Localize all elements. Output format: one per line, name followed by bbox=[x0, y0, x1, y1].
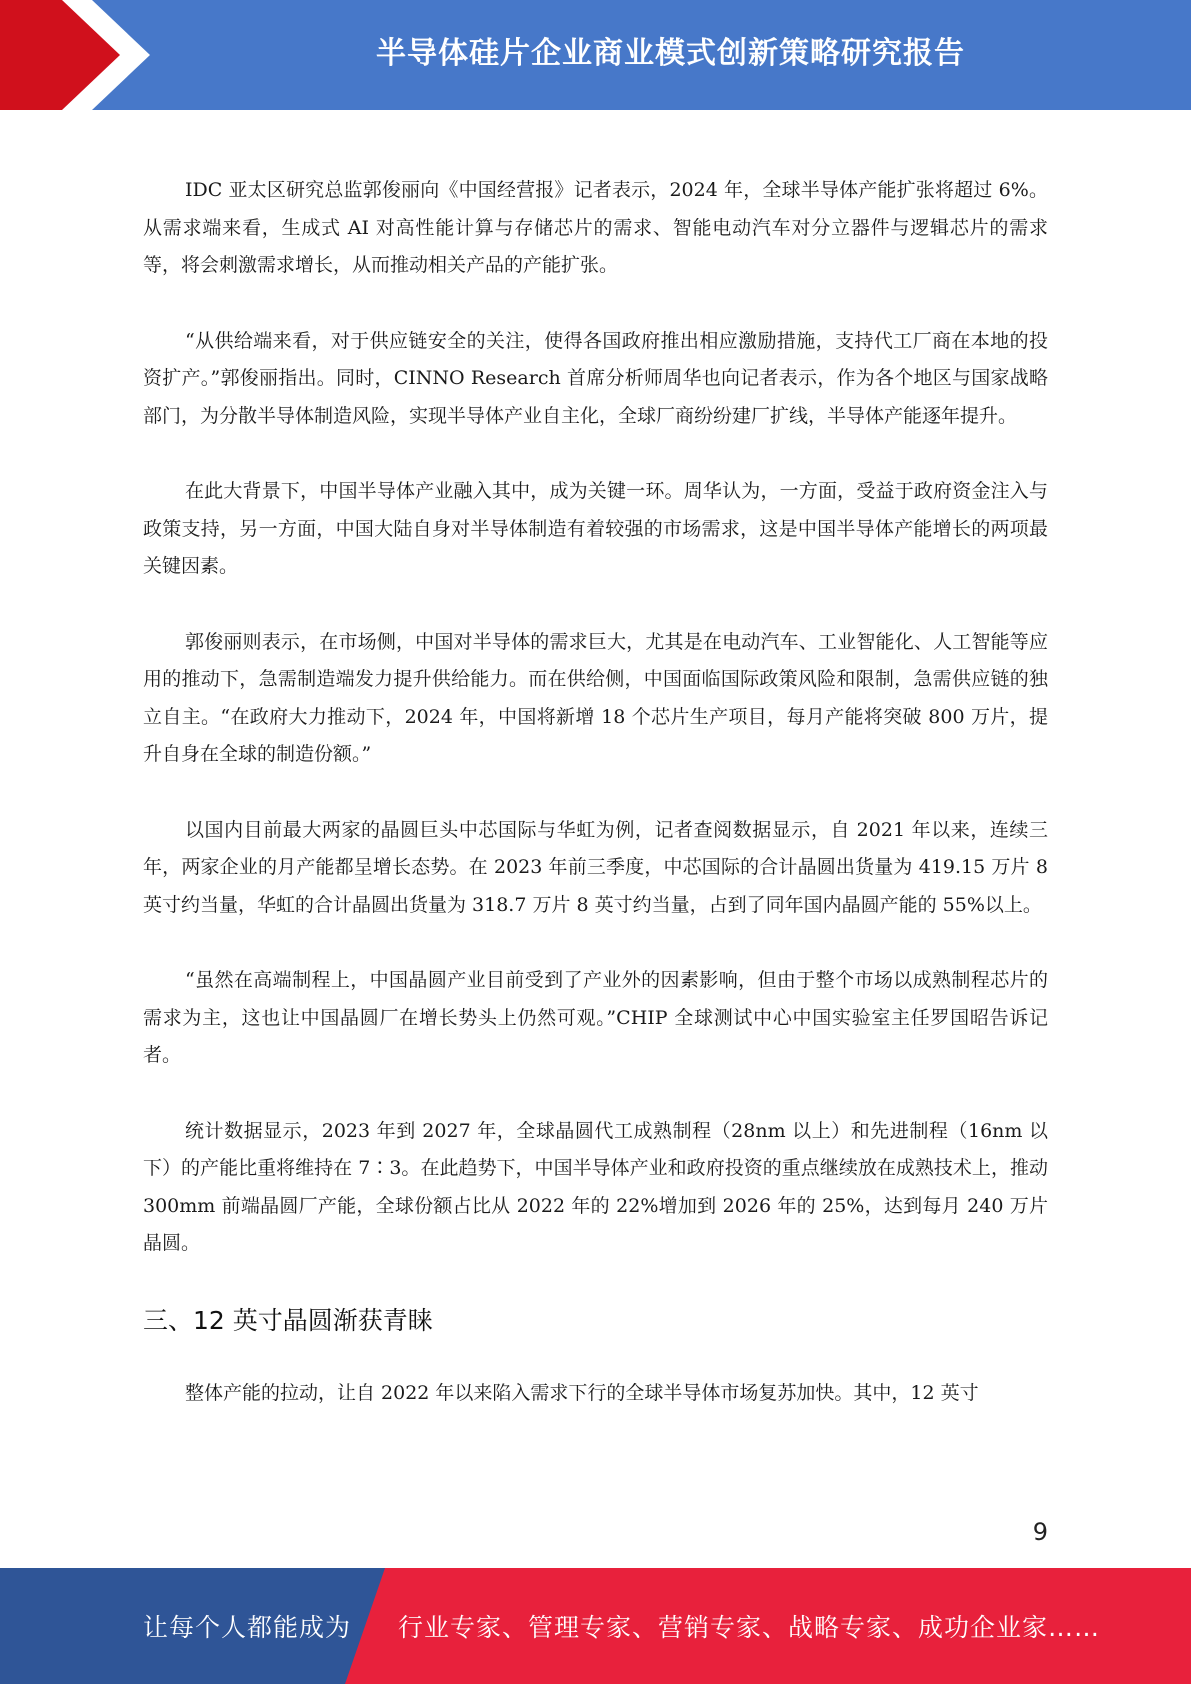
page-number: 9 bbox=[1032, 1518, 1048, 1546]
body-paragraph-4: 郭俊丽则表示，在市场侧，中国对半导体的需求巨大，尤其是在电动汽车、工业智能化、人工智能等应用的推动下，急需制造端发力提升供给能力。而在供给侧，中国面临国际政策风险和限制，急需供应链的独立自主。“在政府大力推动下，2024 年，中国将新增 18 个芯片生产项目，每月产能将突破 800 万片，提升自身在全球的制造份额。” bbox=[143, 630, 1048, 765]
body-paragraph-2: “从供给端来看，对于供应链安全的关注，使得各国政府推出相应激励措施，支持代工厂商在本地的投资扩产。”郭俊丽指出。同时，CINNO Research 首席分析师周华也向记者表示，作为各个地区与国家战略部门，为分散半导体制造风险，实现半导体产业自主化，全球厂商纷纷建厂扩线，半导体产能逐年提升。 bbox=[143, 329, 1048, 427]
footer-slogan-left: 让每个人都能成为 bbox=[143, 1613, 352, 1642]
body-paragraph-5: 以国内目前最大两家的晶圆巨头中芯国际与华虹为例，记者查阅数据显示，自 2021 年以来，连续三年，两家企业的月产能都呈增长态势。在 2023 年前三季度，中芯国际的合计晶圆出货量为 419.15 万片 8 英寸约当量，华虹的合计晶圆出货量为 318.7 万片 8 英寸约当量，占到了同年国内晶圆产能的 55%以上。 bbox=[143, 818, 1048, 916]
section-first-paragraph: 整体产能的拉动，让自 2022 年以来陷入需求下行的全球半导体市场复苏加快。其中，12 英寸 bbox=[185, 1381, 979, 1404]
body-paragraph-7: 统计数据显示，2023 年到 2027 年，全球晶圆代工成熟制程（28nm 以上）和先进制程（16nm 以下）的产能比重将维持在 7∶3。在此趋势下，中国半导体产业和政府投资的重点继续放在成熟技术上，推动 300mm 前端晶圆厂产能，全球份额占比从 2022 年的 22%增加到 2026 年的 25%，达到每月 240 万片晶圆。 bbox=[143, 1119, 1048, 1254]
header-chevron-decoration bbox=[0, 0, 160, 110]
footer-slogan-right: 行业专家、管理专家、营销专家、战略专家、成功企业家…… bbox=[398, 1613, 1101, 1642]
section-heading: 三、12 英寸晶圆渐获青睐 bbox=[143, 1305, 433, 1335]
report-title: 半导体硅片企业商业模式创新策略研究报告 bbox=[376, 36, 965, 71]
page-footer bbox=[0, 1568, 1191, 1684]
body-paragraph-1: IDC 亚太区研究总监郭俊丽向《中国经营报》记者表示，2024 年，全球半导体产能扩张将超过 6%。从需求端来看，生成式 AI 对高性能计算与存储芯片的需求、智能电动汽车对分立器件与逻辑芯片的需求等，将会刺激需求增长，从而推动相关产品的产能扩张。 bbox=[143, 179, 1048, 276]
body-paragraph-6: “虽然在高端制程上，中国晶圆产业目前受到了产业外的因素影响，但由于整个市场以成熟制程芯片的需求为主，这也让中国晶圆厂在增长势头上仍然可观。”CHIP 全球测试中心中国实验室主任罗国昭告诉记者。 bbox=[143, 969, 1048, 1066]
main-content bbox=[143, 172, 1048, 1450]
body-paragraph-3: 在此大背景下，中国半导体产业融入其中，成为关键一环。周华认为，一方面，受益于政府资金注入与政策支持，另一方面，中国大陆自身对半导体制造有着较强的市场需求，这是中国半导体产能增长的两项最关键因素。 bbox=[143, 480, 1048, 577]
page-header bbox=[0, 0, 1191, 110]
